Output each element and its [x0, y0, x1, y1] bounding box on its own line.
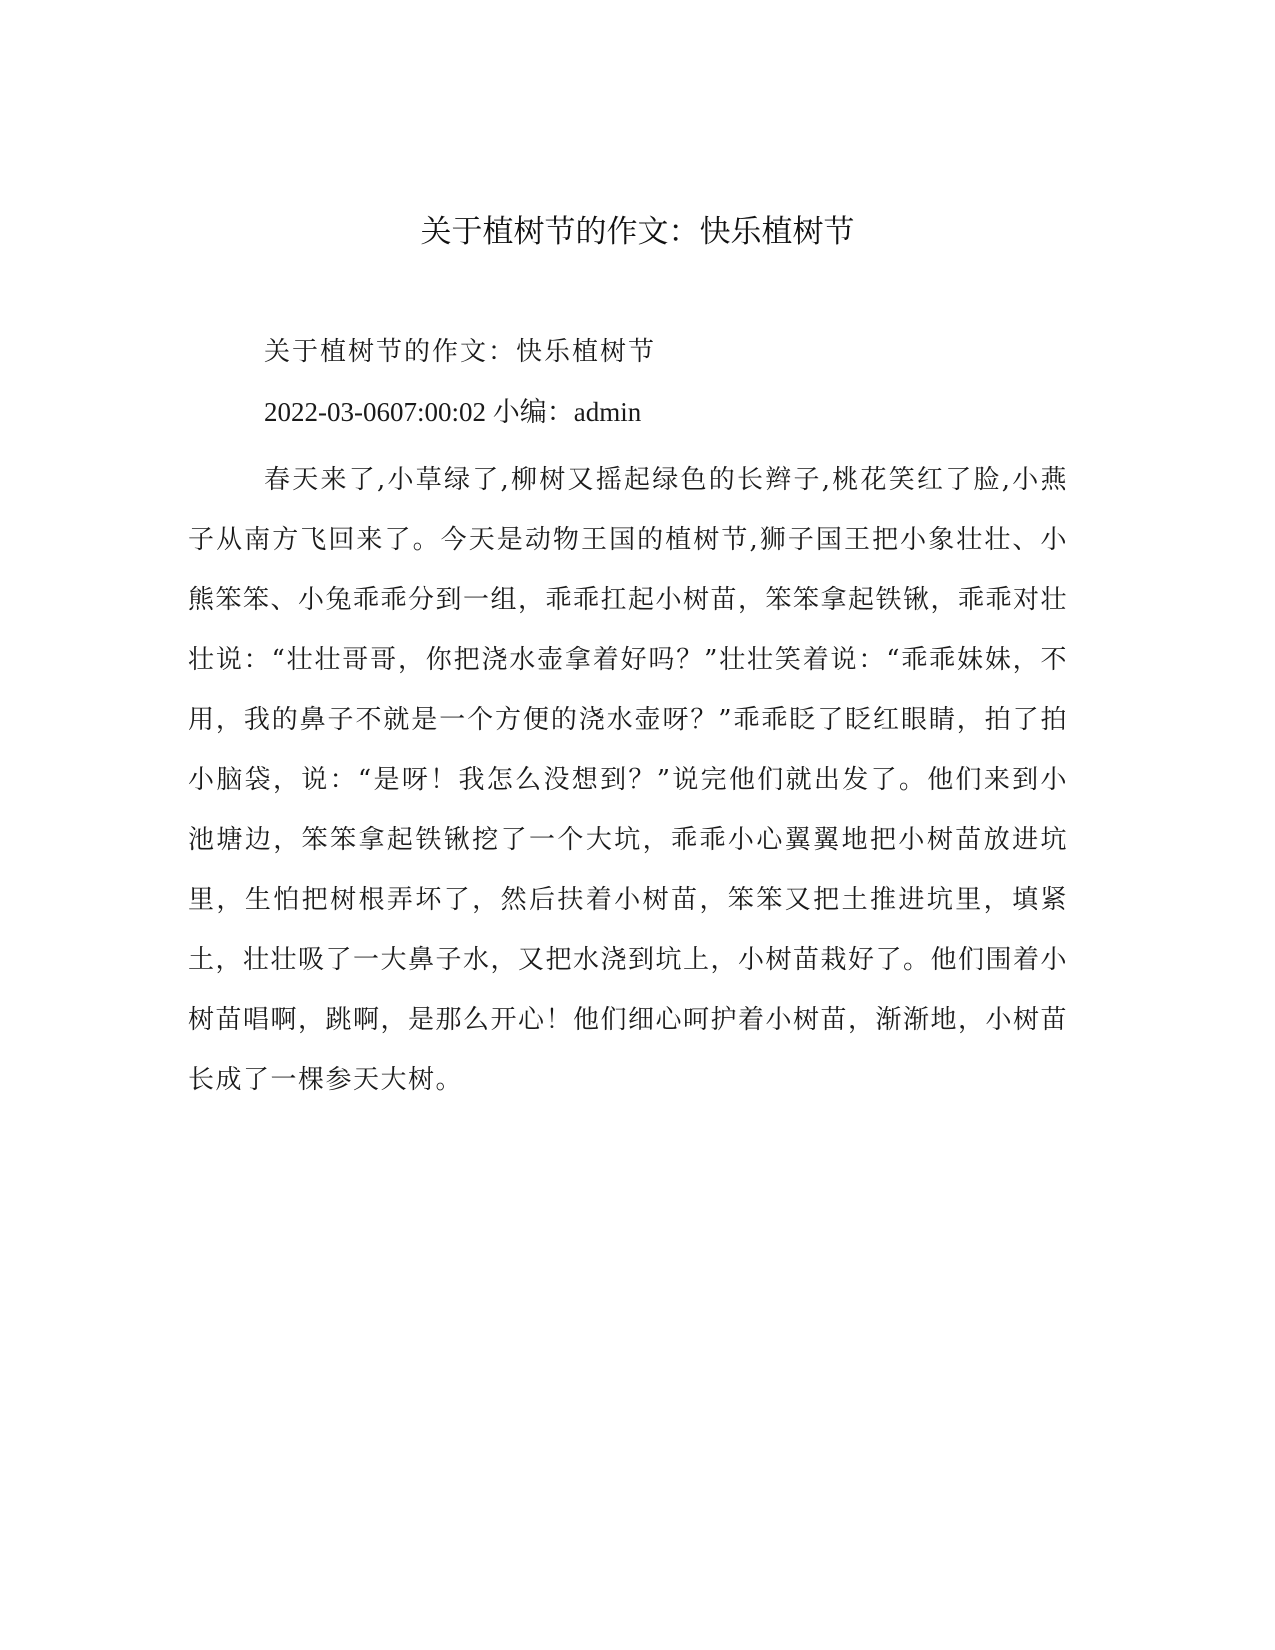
- article-meta: 2022-03-0607:00:02 小编：admin: [264, 397, 642, 427]
- article-subtitle: 关于植树节的作文：快乐植树节: [264, 337, 657, 367]
- article-paragraph: 春天来了,小草绿了,柳树又摇起绿色的长辫子,桃花笑红了脸,小燕子从南方飞回来了。今天是动物王国的植树节,狮子国王把小象壮壮、小熊笨笨、小兔乖乖分到一组，乖乖扛起小树苗，笨笨拿起铁锹，乖乖对壮壮说：“壮壮哥哥，你把浇水壶拿着好吗？”壮壮笑着说：“乖乖妹妹，不用，我的鼻子不就是一个方便的浇水壶呀？”乖乖眨了眨红眼睛，拍了拍小脑袋，说：“是呀！我怎么没想到？”说完他们就出发了。他们来到小池塘边，笨笨拿起铁锹挖了一个大坑，乖乖小心翼翼地把小树苗放进坑里，生怕把树根弄坏了，然后扶着小树苗，笨笨又把土推进坑里，填紧土，壮壮吸了一大鼻子水，又把水浇到坑上，小树苗栽好了。他们围着小树苗唱啊，跳啊，是那么开心！他们细心呵护着小树苗，渐渐地，小树苗长成了一棵参天大树。: [188, 465, 1069, 1095]
- document-body: [188, 330, 1068, 1110]
- document-title: 关于植树节的作文：快乐植树节: [420, 214, 855, 250]
